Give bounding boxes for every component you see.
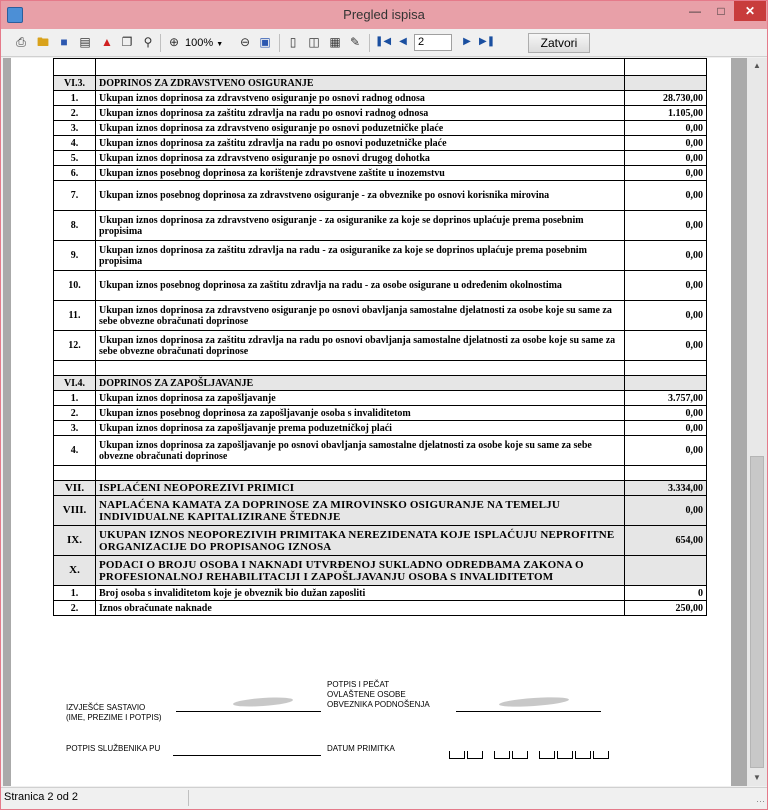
zoom-in-icon[interactable]: ⊕ bbox=[168, 35, 180, 49]
row-description: Ukupan iznos doprinosa za zdravstveno osiguranje - za osiguranike za koje se doprinos uplaćuje prema posebnim propisima bbox=[96, 211, 625, 241]
toolbar-separator bbox=[160, 34, 161, 52]
date-box bbox=[575, 751, 591, 759]
row-value: 0,00 bbox=[625, 496, 707, 526]
scrollbar-thumb[interactable] bbox=[750, 456, 764, 768]
status-bar bbox=[1, 787, 767, 809]
table-row bbox=[54, 166, 707, 181]
zoom-select[interactable]: 100% ▼ bbox=[185, 37, 224, 49]
spacer-row bbox=[54, 361, 707, 376]
row-description: Ukupan iznos doprinosa za zaštitu zdravlja na radu - za osiguranike za koje se doprinos uplaćuje prema posebnim propisima bbox=[96, 241, 625, 271]
preview-area[interactable] bbox=[3, 58, 747, 786]
table-row bbox=[54, 436, 707, 466]
row-value: 0,00 bbox=[625, 136, 707, 151]
minimize-button[interactable]: — bbox=[689, 4, 701, 18]
clerk-signature-label: POTPIS SLUŽBENIKA PU bbox=[66, 744, 161, 753]
row-value bbox=[625, 376, 707, 391]
page-setup-icon[interactable]: ▤ bbox=[79, 35, 91, 49]
compiled-by-label: IZVJEŠĆE SASTAVIO (IME, PREZIME I POTPIS) bbox=[66, 703, 162, 722]
copy-icon[interactable]: ❐ bbox=[121, 35, 133, 49]
page-number-input[interactable]: 2 bbox=[414, 34, 452, 51]
stamp-label: POTPIS I PEČAT OVLAŠTENE OSOBE OBVEZNIKA PODNOŠENJA bbox=[327, 680, 430, 709]
row-value bbox=[625, 556, 707, 586]
row-description: Ukupan iznos doprinosa za zdravstveno osiguranje po osnovi drugog dohotka bbox=[96, 151, 625, 166]
row-number: VII. bbox=[54, 481, 96, 496]
row-description: Ukupan iznos doprinosa za zaštitu zdravlja na radu po osnovi obavljanja samostalne djelatnosti za osobe koje su same za sebe obvezne obračunati doprinose bbox=[96, 331, 625, 361]
table-row bbox=[54, 391, 707, 406]
row-number: 6. bbox=[54, 166, 96, 181]
row-number: VI.3. bbox=[54, 76, 96, 91]
date-box bbox=[449, 751, 465, 759]
row-value: 0,00 bbox=[625, 271, 707, 301]
page-status: Stranica 2 od 2 bbox=[4, 791, 78, 803]
row-description: Ukupan iznos posebnog doprinosa za zdravstveno osiguranje - za obveznike po osnovi korisnika mirovina bbox=[96, 181, 625, 211]
row-number: 12. bbox=[54, 331, 96, 361]
row-description: Broj osoba s invaliditetom koje je obveznik bio dužan zaposliti bbox=[96, 586, 625, 601]
row-number: 2. bbox=[54, 406, 96, 421]
row-description: Ukupan iznos doprinosa za zdravstveno osiguranje po osnovi poduzetničke plaće bbox=[96, 121, 625, 136]
row-number: X. bbox=[54, 556, 96, 586]
row-description: PODACI O BROJU OSOBA I NAKNADI UTVRĐENOJ SUKLADNO ODREDBAMA ZAKONA O PROFESIONALNOJ REHABILITACIJI I ZAPOŠLJAVANJU OSOBA S INVALIDITETOM bbox=[96, 556, 625, 586]
row-value: 0 bbox=[625, 586, 707, 601]
last-page-icon[interactable]: ▶❚ bbox=[479, 36, 496, 47]
date-box bbox=[467, 751, 483, 759]
row-value: 0,00 bbox=[625, 301, 707, 331]
table-row bbox=[54, 586, 707, 601]
row-description: Ukupan iznos posebnog doprinosa za korištenje zdravstvene zaštite u inozemstvu bbox=[96, 166, 625, 181]
row-number: 3. bbox=[54, 421, 96, 436]
window-title: Pregled ispisa bbox=[343, 7, 425, 22]
row-number: 1. bbox=[54, 91, 96, 106]
section-header bbox=[54, 556, 707, 586]
date-box bbox=[539, 751, 555, 759]
row-number: 4. bbox=[54, 136, 96, 151]
row-value: 1.105,00 bbox=[625, 106, 707, 121]
row-value: 3.334,00 bbox=[625, 481, 707, 496]
row-number: 9. bbox=[54, 241, 96, 271]
row-value: 250,00 bbox=[625, 601, 707, 616]
signature-image bbox=[233, 696, 293, 708]
row-number: VI.4. bbox=[54, 376, 96, 391]
scroll-up-icon[interactable]: ▲ bbox=[753, 61, 761, 70]
table-row bbox=[54, 601, 707, 616]
table-row bbox=[54, 331, 707, 361]
table-row bbox=[54, 241, 707, 271]
stamp-signature-image bbox=[499, 696, 569, 709]
table-row bbox=[54, 91, 707, 106]
row-number: 2. bbox=[54, 106, 96, 121]
row-value bbox=[625, 466, 707, 481]
table-row bbox=[54, 121, 707, 136]
row-description: ISPLAĆENI NEOPOREZIVI PRIMICI bbox=[96, 481, 625, 496]
table-row bbox=[54, 211, 707, 241]
next-page-icon[interactable]: ▶ bbox=[463, 36, 471, 47]
row-number: 2. bbox=[54, 601, 96, 616]
row-value: 0,00 bbox=[625, 121, 707, 136]
spacer-row bbox=[54, 466, 707, 481]
close-window-button[interactable]: ✕ bbox=[734, 1, 766, 21]
row-value: 0,00 bbox=[625, 166, 707, 181]
row-description: UKUPAN IZNOS NEOPOREZIVIH PRIMITAKA NEREZIDENATA KOJE ISPLAĆUJU NEPROFITNE ORGANIZACIJE DO PROPISANOG IZNOSA bbox=[96, 526, 625, 556]
row-description bbox=[96, 361, 625, 376]
table-row bbox=[54, 421, 707, 436]
first-page-icon[interactable]: ❚◀ bbox=[375, 36, 392, 47]
date-box bbox=[494, 751, 510, 759]
table-row bbox=[54, 136, 707, 151]
row-number bbox=[54, 466, 96, 481]
table-row bbox=[54, 181, 707, 211]
row-value: 0,00 bbox=[625, 421, 707, 436]
title-bar bbox=[1, 1, 767, 29]
date-box bbox=[557, 751, 573, 759]
section-header bbox=[54, 376, 707, 391]
row-value: 0,00 bbox=[625, 331, 707, 361]
section-header bbox=[54, 76, 707, 91]
table-row bbox=[54, 301, 707, 331]
row-description: Ukupan iznos doprinosa za zapošljavanje prema poduzetničkoj plaći bbox=[96, 421, 625, 436]
row-description: DOPRINOS ZA ZAPOŠLJAVANJE bbox=[96, 376, 625, 391]
row-number bbox=[54, 361, 96, 376]
row-description bbox=[96, 59, 625, 76]
table-row bbox=[54, 271, 707, 301]
single-page-icon[interactable]: ▯ bbox=[289, 35, 297, 49]
table-row bbox=[54, 406, 707, 421]
row-value bbox=[625, 361, 707, 376]
row-description: Ukupan iznos doprinosa za zdravstveno osiguranje po osnovi radnog odnosa bbox=[96, 91, 625, 106]
table-row bbox=[54, 106, 707, 121]
row-value: 28.730,00 bbox=[625, 91, 707, 106]
row-value: 0,00 bbox=[625, 181, 707, 211]
row-number bbox=[54, 59, 96, 76]
table-row bbox=[54, 151, 707, 166]
row-description: Ukupan iznos doprinosa za zaštitu zdravlja na radu po osnovi poduzetničke plaće bbox=[96, 136, 625, 151]
print-icon[interactable]: ⎙ bbox=[16, 35, 26, 49]
edit-icon[interactable]: ✎ bbox=[349, 35, 361, 49]
row-value: 0,00 bbox=[625, 241, 707, 271]
row-number: 7. bbox=[54, 181, 96, 211]
row-description: Ukupan iznos doprinosa za zapošljavanje po osnovi obavljanja samostalne djelatnosti za osobe koje su same za sebe obvezne obračunati doprinose bbox=[96, 436, 625, 466]
toolbar-separator bbox=[369, 34, 370, 52]
row-value bbox=[625, 59, 707, 76]
multi-page-icon[interactable]: ▦ bbox=[329, 35, 341, 49]
row-number: 10. bbox=[54, 271, 96, 301]
date-box bbox=[593, 751, 609, 759]
row-value: 0,00 bbox=[625, 406, 707, 421]
row-number: 8. bbox=[54, 211, 96, 241]
status-separator bbox=[188, 790, 189, 806]
toolbar bbox=[1, 29, 767, 57]
row-description: Ukupan iznos posebnog doprinosa za zaštitu zdravlja na radu - za osobe osigurane u određenim okolnostima bbox=[96, 271, 625, 301]
clerk-signature-line bbox=[173, 755, 321, 756]
row-number: 3. bbox=[54, 121, 96, 136]
zoom-out-icon[interactable]: ⊖ bbox=[239, 35, 251, 49]
open-folder-icon[interactable]: 🖿 bbox=[36, 35, 49, 49]
row-value: 654,00 bbox=[625, 526, 707, 556]
row-number: 5. bbox=[54, 151, 96, 166]
toolbar-separator bbox=[279, 34, 280, 52]
find-icon[interactable]: ⚲ bbox=[143, 35, 153, 49]
row-description: Ukupan iznos posebnog doprinosa za zapošljavanje osoba s invaliditetom bbox=[96, 406, 625, 421]
fit-page-icon[interactable]: ▣ bbox=[259, 35, 271, 49]
previous-page-icon[interactable]: ◀ bbox=[399, 36, 407, 47]
row-description: DOPRINOS ZA ZDRAVSTVENO OSIGURANJE bbox=[96, 76, 625, 91]
stamp-signature-line bbox=[456, 711, 601, 712]
row-description: Ukupan iznos doprinosa za zaštitu zdravlja na radu po osnovi radnog odnosa bbox=[96, 106, 625, 121]
section-header bbox=[54, 526, 707, 556]
maximize-button[interactable]: □ bbox=[717, 4, 725, 18]
two-page-icon[interactable]: ◫ bbox=[308, 35, 320, 49]
signature-line bbox=[176, 711, 321, 712]
row-number: 4. bbox=[54, 436, 96, 466]
save-icon[interactable]: ■ bbox=[60, 35, 68, 49]
row-description bbox=[96, 466, 625, 481]
row-value: 0,00 bbox=[625, 151, 707, 166]
close-preview-button[interactable]: Zatvori bbox=[528, 33, 590, 53]
section-header bbox=[54, 481, 707, 496]
received-date-label: DATUM PRIMITKA bbox=[327, 744, 395, 753]
pdf-export-icon[interactable]: ▲ bbox=[101, 35, 113, 49]
report-page bbox=[11, 58, 731, 786]
row-number: 1. bbox=[54, 586, 96, 601]
vertical-scrollbar[interactable] bbox=[747, 58, 767, 786]
report-table bbox=[53, 58, 707, 616]
row-value bbox=[625, 76, 707, 91]
row-number: 11. bbox=[54, 301, 96, 331]
date-box bbox=[512, 751, 528, 759]
row-description: Iznos obračunate naknade bbox=[96, 601, 625, 616]
row-value: 0,00 bbox=[625, 211, 707, 241]
row-description: Ukupan iznos doprinosa za zdravstveno osiguranje po osnovi obavljanja samostalne djelatnosti za osobe koje su same za sebe obvezne obračunati doprinose bbox=[96, 301, 625, 331]
row-number: IX. bbox=[54, 526, 96, 556]
row-number: VIII. bbox=[54, 496, 96, 526]
scroll-down-icon[interactable]: ▼ bbox=[753, 773, 761, 782]
row-description: NAPLAĆENA KAMATA ZA DOPRINOSE ZA MIROVINSKO OSIGURANJE NA TEMELJU INDIVIDUALNE KAPITALIZIRANE ŠTEDNJE bbox=[96, 496, 625, 526]
row-description: Ukupan iznos doprinosa za zapošljavanje bbox=[96, 391, 625, 406]
row-number: 1. bbox=[54, 391, 96, 406]
section-header bbox=[54, 496, 707, 526]
row-value: 0,00 bbox=[625, 436, 707, 466]
row-value: 3.757,00 bbox=[625, 391, 707, 406]
resize-grip-icon[interactable]: ⋯ bbox=[756, 796, 765, 806]
spacer-row bbox=[54, 59, 707, 76]
